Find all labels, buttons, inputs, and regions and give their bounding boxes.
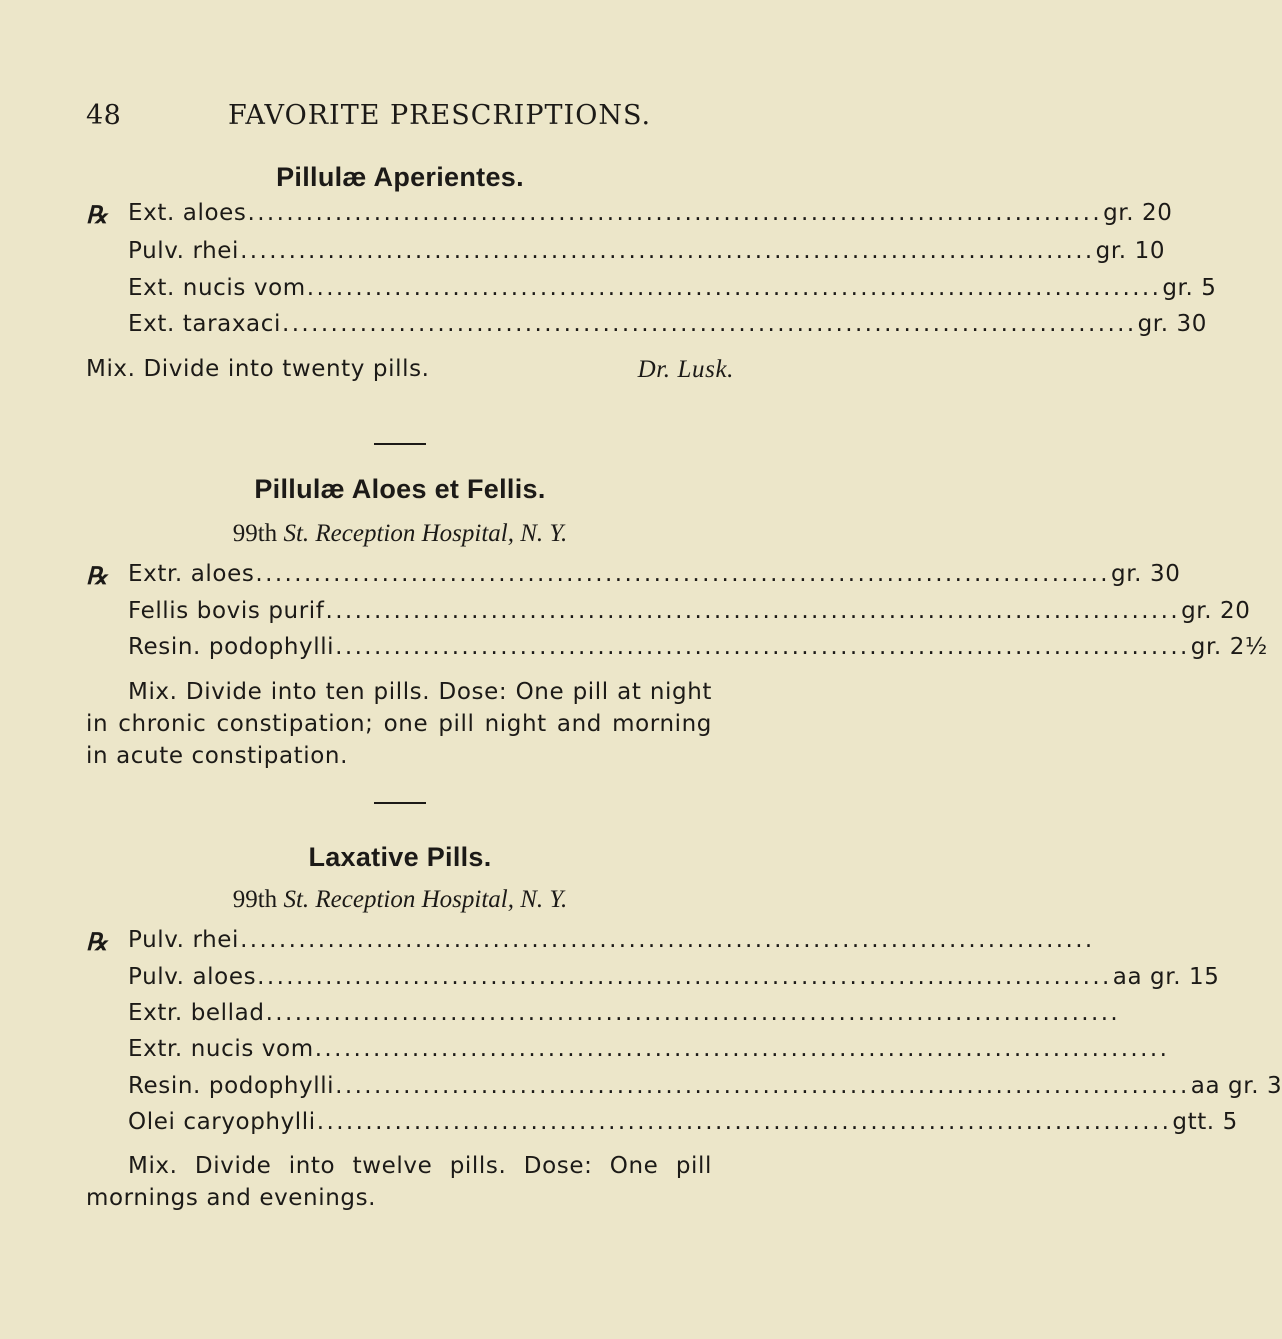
ingredient-name: Pulv. rhei [128,927,240,953]
ingredient-name: Ext. nucis vom [128,275,306,301]
instructions-paragraph: Mix. Divide into twelve pills. Dose: One pill mornings and evenings. [86,1153,712,1211]
section-divider [374,802,426,804]
dot-leader: ........................................................................................ [335,1073,1190,1099]
rx-symbol: ℞ [86,927,108,956]
ingredient-quantity: gr. 2½ [1190,634,1268,660]
ingredient-line [128,561,1181,593]
ingredient-name: Extr. nucis vom [128,1036,314,1062]
ingredient-name: Ext. aloes [128,200,247,226]
rx-symbol: ℞ [86,561,108,590]
author-credit: Dr. Lusk. [637,356,734,383]
dot-leader: ........................................................................................ [240,238,1095,264]
ingredient-quantity: aa gr. 3 [1190,1073,1282,1099]
dot-leader: ........................................................................................ [314,1036,1170,1062]
running-title: FAVORITE PRESCRIPTIONS. [228,100,652,131]
ingredient-quantity: gr. 20 [1181,598,1251,624]
dot-leader: ........................................................................................ [265,1000,1121,1026]
dot-leader: ........................................................................................ [282,311,1137,337]
ingredient-name: Extr. aloes [128,561,255,587]
ingredient-name: Olei caryophylli [128,1109,316,1135]
ingredient-line [128,1000,1121,1032]
section-title-laxative-pills: Laxative Pills. [308,842,492,872]
page-number: 48 [86,100,122,131]
source-attribution [0,520,800,548]
ingredient-line [128,238,1166,270]
ingredient-line [128,598,1251,630]
rx-symbol: ℞ [86,200,108,229]
source-number: 99th [232,520,278,547]
ingredient-line [128,927,1095,959]
dot-leader: ........................................................................................ [240,927,1095,953]
ingredient-quantity: gr. 5 [1162,275,1217,301]
section-divider [374,443,426,445]
ingredient-quantity: gtt. 5 [1172,1109,1238,1135]
ingredient-quantity: gr. 30 [1137,311,1208,337]
ingredient-name: Resin. podophylli [128,634,335,660]
source-attribution [0,886,800,914]
section-title-pillulae-aloes-et-fellis: Pillulæ Aloes et Fellis. [254,474,546,504]
ingredient-line [128,311,1208,343]
dot-leader: ........................................................................................ [316,1109,1172,1135]
dot-leader: ........................................................................................ [255,561,1110,587]
ingredient-line [128,1109,1238,1141]
instructions: Mix. Divide into twenty pills. [86,356,430,382]
dot-leader: ........................................................................................ [335,634,1190,660]
ingredient-name: Fellis bovis purif [128,598,325,624]
running-header [86,100,714,140]
ingredient-line [128,1036,1170,1068]
ingredient-line [128,1073,1282,1105]
ingredient-name: Extr. bellad [128,1000,265,1026]
ingredient-quantity: gr. 20 [1103,200,1173,226]
source-text: St. Reception Hospital, N. Y. [277,520,568,547]
dot-leader: ........................................................................................ [257,964,1112,990]
ingredient-name: Pulv. rhei [128,238,240,264]
ingredient-line [128,964,1220,996]
source-number: 99th [232,886,278,913]
dot-leader: ........................................................................................ [325,598,1181,624]
instructions-paragraph: Mix. Divide into ten pills. Dose: One pill at night in chronic constipation; one pill night and morning in acute constipation. [86,679,712,769]
ingredient-quantity: gr. 30 [1111,561,1181,587]
ingredient-name: Pulv. aloes [128,964,257,990]
ingredient-line [128,200,1173,232]
instructions-row [86,356,734,384]
dot-leader: ........................................................................................ [247,200,1103,226]
ingredient-name: Ext. taraxaci [128,311,281,337]
ingredient-line [128,275,1217,307]
dot-leader: ........................................................................................ [306,275,1162,301]
ingredient-quantity: gr. 10 [1095,238,1166,264]
section-title-pillulae-aperientes: Pillulæ Aperientes. [276,162,524,192]
source-text: St. Reception Hospital, N. Y. [277,886,568,913]
ingredient-quantity: aa gr. 15 [1112,964,1220,990]
ingredient-name: Resin. podophylli [128,1073,335,1099]
ingredient-line [128,634,1268,666]
